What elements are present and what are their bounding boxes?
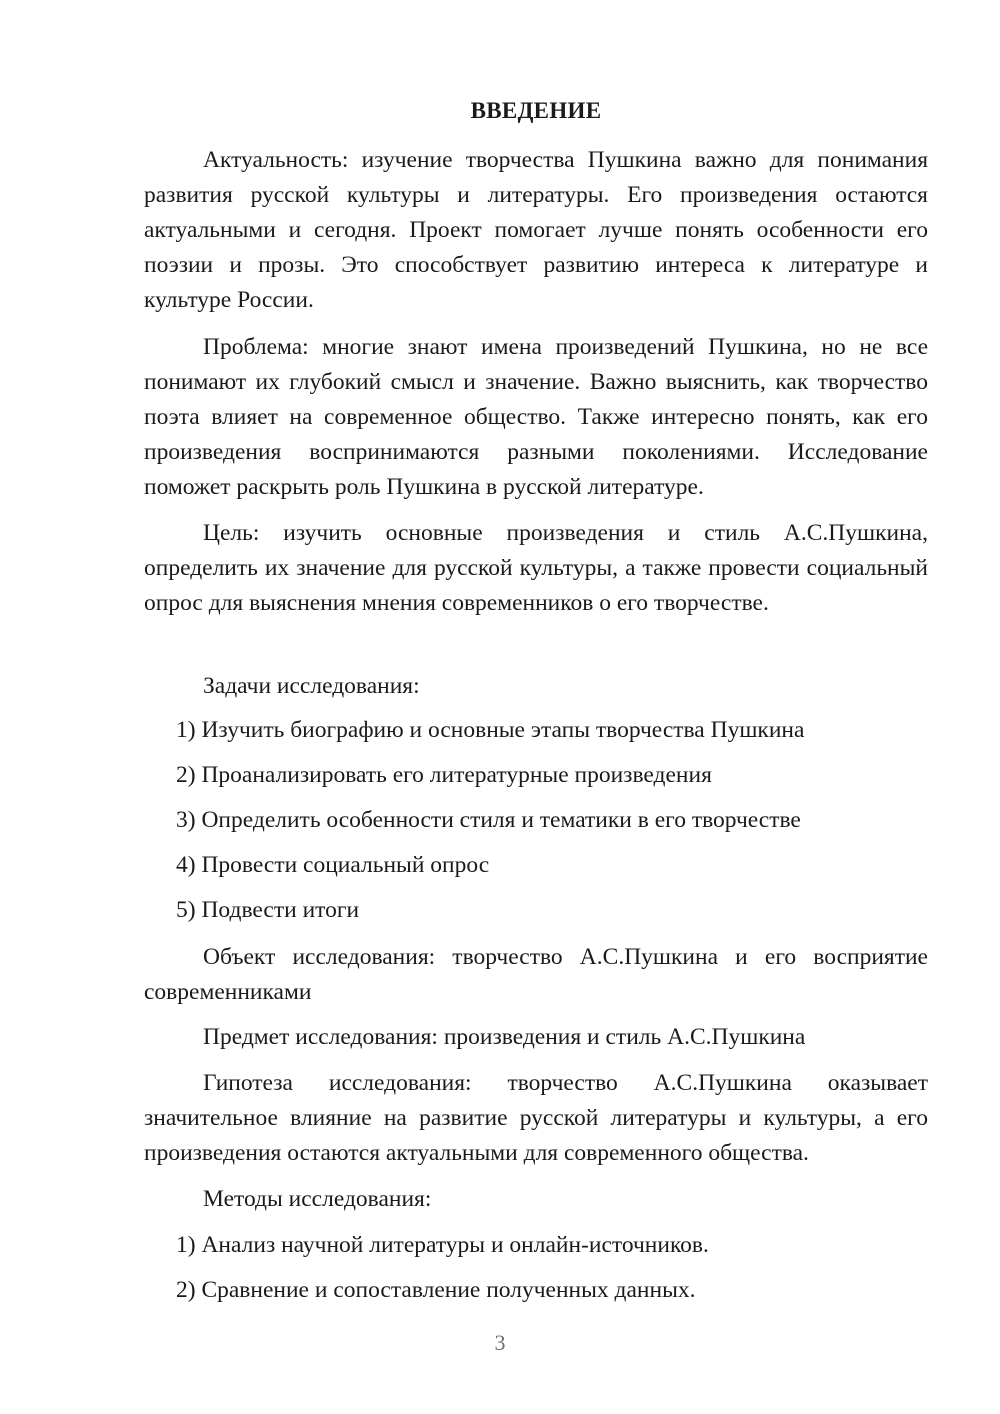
goal-paragraph: Цель: изучить основные произведения и стиль А.С.Пушкина, определить их значение для русской культуры, а также провести социальный опрос для выяснения мнения современников о его творчестве. [144, 520, 928, 616]
subject-paragraph: Предмет исследования: произведения и стиль А.С.Пушкина [203, 1024, 806, 1050]
methods-heading: Методы исследования: [203, 1186, 432, 1212]
relevance-paragraph: Актуальность: изучение творчества Пушкина важно для понимания развития русской культуры и литературы. Его произведения остаются актуальными и сегодня. Проект помогает лучше понять особенности его поэзии и прозы. Это способствует развитию интереса к литературе и культуре России. [144, 147, 928, 313]
tasks-heading: Задачи исследования: [203, 673, 420, 699]
method-item: 2) Сравнение и сопоставление полученных данных. [176, 1277, 696, 1303]
hypothesis-paragraph: Гипотеза исследования: творчество А.С.Пушкина оказывает значительное влияние на развитие русской литературы и культуры, а его произведения остаются актуальными для современного общества. [144, 1070, 928, 1166]
task-item: 5) Подвести итоги [176, 897, 360, 923]
task-item: 1) Изучить биографию и основные этапы творчества Пушкина [176, 717, 805, 743]
object-paragraph: Объект исследования: творчество А.С.Пушкина и его восприятие современниками [144, 944, 928, 1005]
page-number: 3 [494, 1330, 506, 1355]
task-item: 4) Провести социальный опрос [176, 852, 490, 878]
method-item: 1) Анализ научной литературы и онлайн-источников. [176, 1232, 709, 1258]
problem-paragraph: Проблема: многие знают имена произведений Пушкина, но не все понимают их глубокий смысл и значение. Важно выяснить, как творчество поэта влияет на современное общество. Также интересно понять, как его произведения воспринимаются разными поколениями. Исследование поможет раскрыть роль Пушкина в русской литературе. [144, 334, 928, 500]
task-item: 2) Проанализировать его литературные произведения [176, 762, 712, 788]
page-title: ВВЕДЕНИЕ [470, 98, 602, 123]
task-item: 3) Определить особенности стиля и тематики в его творчестве [176, 807, 801, 833]
